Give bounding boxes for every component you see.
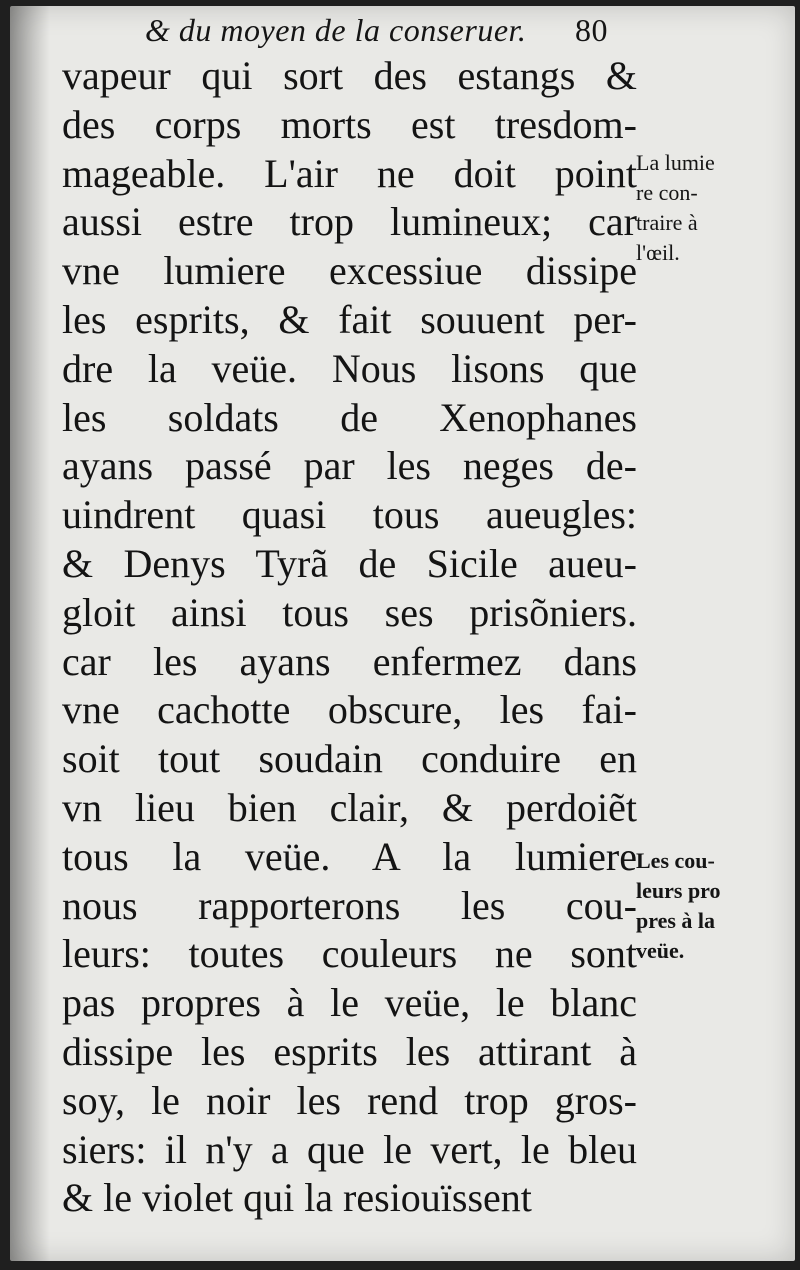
margin-note-line: re con- (636, 180, 698, 205)
text-line: tous la veüe. A la lumiere (62, 833, 637, 879)
text-line: dre la veüe. Nous lisons que (62, 345, 637, 391)
text-line: vn lieu bien clair, & perdoiẽt (62, 784, 637, 830)
text-line: car les ayans enfermez dans (62, 638, 637, 684)
page-number: 80 (575, 12, 608, 48)
text-line: mageable. L'air ne doit point (62, 150, 637, 196)
running-head-title: & du moyen de la conseruer. (145, 12, 527, 48)
text-line: pas propres à le veüe, le blanc (62, 980, 637, 1026)
margin-note-line: traire à (636, 210, 698, 235)
running-head (145, 12, 625, 52)
text-line: ayans passé par les neges de- (62, 443, 637, 489)
margin-note-line: veüe. (636, 938, 685, 963)
text-line: nous rapporterons les cou- (62, 882, 637, 928)
gutter-shadow (10, 6, 50, 1261)
margin-note-line: La lumie (636, 150, 715, 175)
text-line: vne cachotte obscure, les fai- (62, 687, 637, 733)
text-line: soit tout soudain conduire en (62, 736, 637, 782)
margin-note-line: l'œil. (636, 240, 680, 265)
text-line: soy, le noir les rend trop gros- (62, 1077, 637, 1123)
text-line: siers: il n'y a que le vert, le bleu (62, 1126, 637, 1172)
margin-note-light (636, 148, 776, 268)
text-line: & Denys Tyrã de Sicile aueu- (62, 540, 637, 586)
margin-note-colors (636, 846, 776, 966)
text-line: & le violet qui la resiouïssent (62, 1175, 532, 1221)
body-text (62, 52, 637, 1223)
text-line: gloit ainsi tous ses prisõniers. (62, 589, 637, 635)
text-line: aussi estre trop lumineux; car (62, 199, 637, 245)
text-line: dissipe les esprits les attirant à (62, 1028, 637, 1074)
text-line: vapeur qui sort des estangs & (62, 53, 637, 98)
text-line: les esprits, & fait souuent per- (62, 296, 637, 342)
text-line: leurs: toutes couleurs ne sont (62, 931, 637, 977)
text-line: vne lumiere excessiue dissipe (62, 248, 637, 294)
margin-note-line: leurs pro (636, 878, 721, 903)
text-line: des corps morts est tresdom- (62, 101, 637, 147)
margin-note-line: Les cou- (636, 848, 715, 873)
text-line: uindrent quasi tous aueugles: (62, 492, 637, 538)
text-line: les soldats de Xenophanes (62, 394, 637, 440)
margin-note-line: pres à la (636, 908, 716, 933)
